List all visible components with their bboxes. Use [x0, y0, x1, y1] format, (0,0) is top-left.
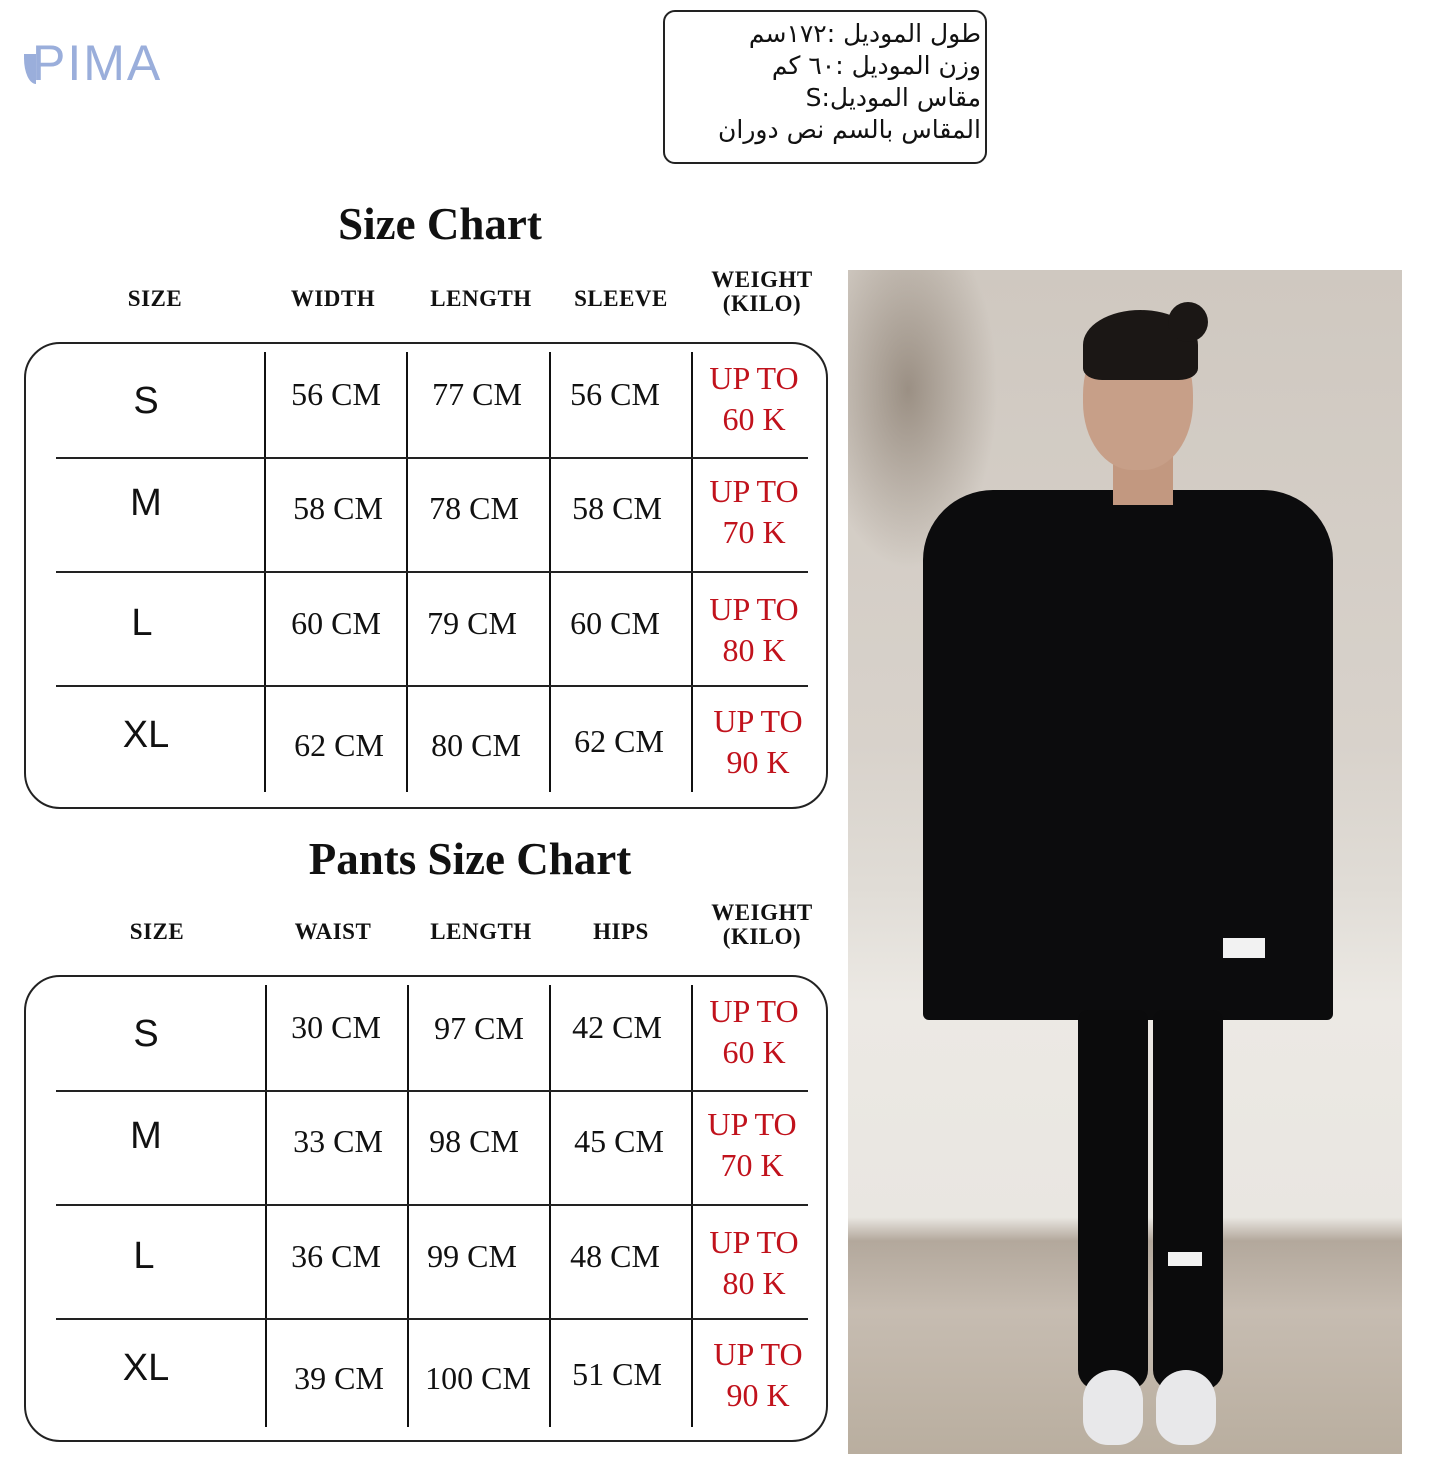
header-weight [692, 901, 832, 949]
length-cell: 80 CM [431, 727, 521, 763]
weight-line1: UP TO [713, 1336, 803, 1372]
model-hair-bun [1168, 302, 1208, 342]
size-cell: XL [122, 714, 170, 756]
size-cell: L [131, 602, 153, 644]
size-chart-title: Size Chart [338, 199, 542, 249]
left-sneaker [1083, 1370, 1143, 1445]
header-weight-line1: WEIGHT [711, 267, 813, 292]
weight-line1: UP TO [707, 1106, 797, 1142]
size-cell: S [133, 1013, 159, 1055]
weight-line2: 60 K [722, 1034, 786, 1070]
measurement-note: المقاس بالسم نص دوران [718, 115, 981, 144]
header-size: SIZE [129, 919, 185, 944]
waist-cell: 30 CM [291, 1009, 381, 1045]
sleeve-cell: 62 CM [574, 723, 664, 759]
header-weight-line1: WEIGHT [711, 900, 813, 925]
model-weight: وزن الموديل :٦٠ كم [771, 51, 981, 80]
model-photo [848, 270, 1402, 1454]
sleeve-cell: 58 CM [572, 490, 662, 526]
length-cell: 79 CM [427, 605, 517, 641]
length-cell: 77 CM [432, 376, 522, 412]
weight-cell [684, 1104, 820, 1186]
length-cell: 100 CM [425, 1360, 531, 1396]
size-cell: XL [122, 1347, 170, 1389]
header-size: SIZE [127, 286, 183, 311]
hips-cell: 51 CM [572, 1356, 662, 1392]
pants-size-chart-title: Pants Size Chart [308, 834, 632, 884]
right-leg-leggings [1153, 1010, 1223, 1390]
divider [56, 1204, 808, 1206]
header-length: LENGTH [430, 919, 532, 944]
right-sneaker [1156, 1370, 1216, 1445]
weight-line1: UP TO [709, 591, 799, 627]
width-cell: 60 CM [291, 605, 381, 641]
length-cell: 97 CM [434, 1010, 524, 1046]
weight-line2: 90 K [726, 744, 790, 780]
weight-line2: 70 K [722, 514, 786, 550]
hips-cell: 42 CM [572, 1009, 662, 1045]
logo-text: PIMA [32, 35, 163, 91]
waist-cell: 39 CM [294, 1360, 384, 1396]
divider [56, 1318, 808, 1320]
header-weight-line2: (KILO) [722, 291, 802, 316]
weight-line2: 90 K [726, 1377, 790, 1413]
width-cell: 56 CM [291, 376, 381, 412]
weight-line1: UP TO [709, 1224, 799, 1260]
header-width: WIDTH [290, 286, 376, 311]
header-length: LENGTH [430, 286, 532, 311]
brand-logo [24, 35, 163, 91]
hips-cell: 48 CM [570, 1238, 660, 1274]
size-cell: M [130, 482, 162, 524]
weight-cell [690, 1334, 826, 1416]
top-label-tag [1223, 938, 1265, 958]
black-top [923, 490, 1333, 1020]
length-cell: 98 CM [429, 1123, 519, 1159]
divider [56, 1090, 808, 1092]
model-info-box [663, 10, 987, 164]
length-cell: 99 CM [427, 1238, 517, 1274]
weight-line1: UP TO [713, 703, 803, 739]
model-size: مقاس الموديل:S [805, 83, 981, 112]
size-cell: S [133, 380, 159, 422]
divider [56, 685, 808, 687]
length-cell: 78 CM [429, 490, 519, 526]
size-chart-table [24, 342, 828, 809]
weight-cell [686, 358, 822, 440]
waist-cell: 36 CM [291, 1238, 381, 1274]
weight-line2: 70 K [720, 1147, 784, 1183]
left-leg-leggings [1078, 1010, 1148, 1390]
sleeve-cell: 56 CM [570, 376, 660, 412]
size-cell: M [130, 1115, 162, 1157]
weight-cell [686, 1222, 822, 1304]
header-weight-line2: (KILO) [722, 924, 802, 949]
weight-line2: 80 K [722, 632, 786, 668]
weight-line1: UP TO [709, 360, 799, 396]
size-cell: L [133, 1235, 155, 1277]
header-sleeve: SLEEVE [574, 286, 668, 311]
weight-cell [686, 991, 822, 1073]
weight-cell [686, 471, 822, 553]
weight-line1: UP TO [709, 993, 799, 1029]
weight-cell [686, 589, 822, 671]
leggings-label-tag [1168, 1252, 1202, 1266]
divider [56, 457, 808, 459]
width-cell: 62 CM [294, 727, 384, 763]
hips-cell: 45 CM [574, 1123, 664, 1159]
header-hips: HIPS [593, 919, 649, 944]
pants-size-chart-table [24, 975, 828, 1442]
weight-line2: 80 K [722, 1265, 786, 1301]
width-cell: 58 CM [293, 490, 383, 526]
divider [56, 571, 808, 573]
model-height: طول الموديل :١٧٢سم [748, 19, 981, 48]
weight-cell [690, 701, 826, 783]
weight-line2: 60 K [722, 401, 786, 437]
weight-line1: UP TO [709, 473, 799, 509]
header-weight [692, 268, 832, 316]
sleeve-cell: 60 CM [570, 605, 660, 641]
waist-cell: 33 CM [293, 1123, 383, 1159]
header-waist: WAIST [294, 919, 372, 944]
